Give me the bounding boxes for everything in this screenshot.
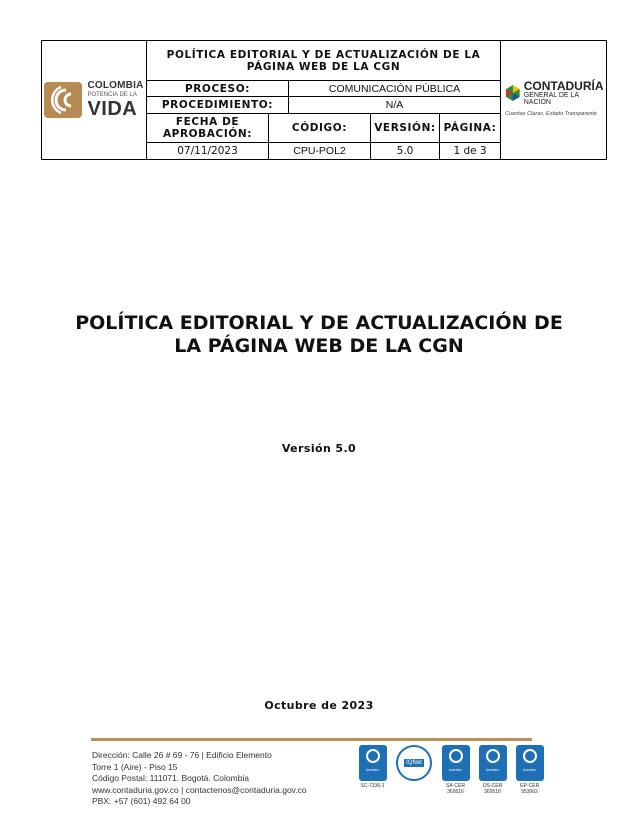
iqnet-label: IQNet (406, 760, 422, 766)
colombia-logo-line2: POTENCIA DE LA (87, 92, 137, 98)
colombia-mark-icon (44, 82, 82, 118)
footer-phone: PBX: +57 (601) 492 64 00 (92, 796, 191, 806)
icontec-badge: icontec SC-7336-1 (358, 745, 387, 795)
document-date: Octubre de 2023 (264, 699, 374, 712)
footer-web-email: www.contaduria.gov.co | contactenos@contaduria.gov.co (92, 784, 307, 795)
pagina-value: 1 de 3 (440, 142, 501, 159)
certification-badges (358, 745, 544, 795)
policy-title-cell: POLÍTICA EDITORIAL Y DE ACTUALIZACIÓN DE LA PÁGINA WEB DE LA CGN (147, 41, 501, 81)
footer-divider (91, 738, 532, 741)
fecha-label: FECHA DE APROBACIÓN: (147, 113, 269, 142)
cert-code: OS-CER 369518 (482, 783, 503, 795)
footer-address: Dirección: Calle 26 # 69 - 76 | Edificio Elemento (92, 750, 272, 760)
procedimiento-value: N/A (289, 97, 501, 113)
cgn-mark-icon (505, 84, 521, 102)
document-header-table (41, 40, 607, 160)
icontec-badge: icontec SA-CER 369516 (441, 745, 470, 795)
cgn-logo-line2: GENERAL DE LA NACIÓN (523, 92, 579, 106)
cert-code: SA-CER 369516 (446, 783, 465, 795)
iqnet-badge (395, 745, 433, 795)
proceso-value: COMUNICACIÓN PÚBLICA (289, 81, 501, 97)
colombia-logo-line3: VIDA (87, 98, 138, 120)
version-value: 5.0 (371, 142, 440, 159)
footer-tower: Torre 1 (Aire) - Piso 15 (92, 761, 178, 772)
cgn-logo-line1: CONTADURÍA (523, 79, 604, 93)
codigo-value: CPU-POL2 (269, 142, 371, 159)
document-version: Versión 5.0 (281, 442, 357, 455)
document-title: POLÍTICA EDITORIAL Y DE ACTUALIZACIÓN DE LA PÁGINA WEB DE LA CGN (75, 312, 563, 357)
colombia-logo-line1: COLOMBIA (87, 80, 144, 91)
icontec-badge: icontec OS-CER 369518 (478, 745, 507, 795)
cgn-slogan: Cuentas Claras, Estado Transparente (505, 111, 597, 117)
version-label: VERSIÓN: (371, 113, 440, 142)
colombia-logo (42, 41, 147, 160)
proceso-label: PROCESO: (147, 81, 289, 97)
cert-code: GP-CER 553062 (519, 783, 540, 795)
cgn-logo (501, 41, 607, 160)
footer-postal: Código Postal: 111071. Bogotá. Colombia (92, 773, 250, 783)
codigo-label: CÓDIGO: (269, 113, 371, 142)
procedimiento-label: PROCEDIMIENTO: (147, 97, 289, 113)
fecha-value: 07/11/2023 (147, 142, 269, 159)
cert-code: SC-7336-1 (360, 783, 385, 789)
footer-contact (92, 750, 307, 808)
pagina-label: PÁGINA: (440, 113, 501, 142)
icontec-badge: icontec GP-CER 553062 (515, 745, 544, 795)
